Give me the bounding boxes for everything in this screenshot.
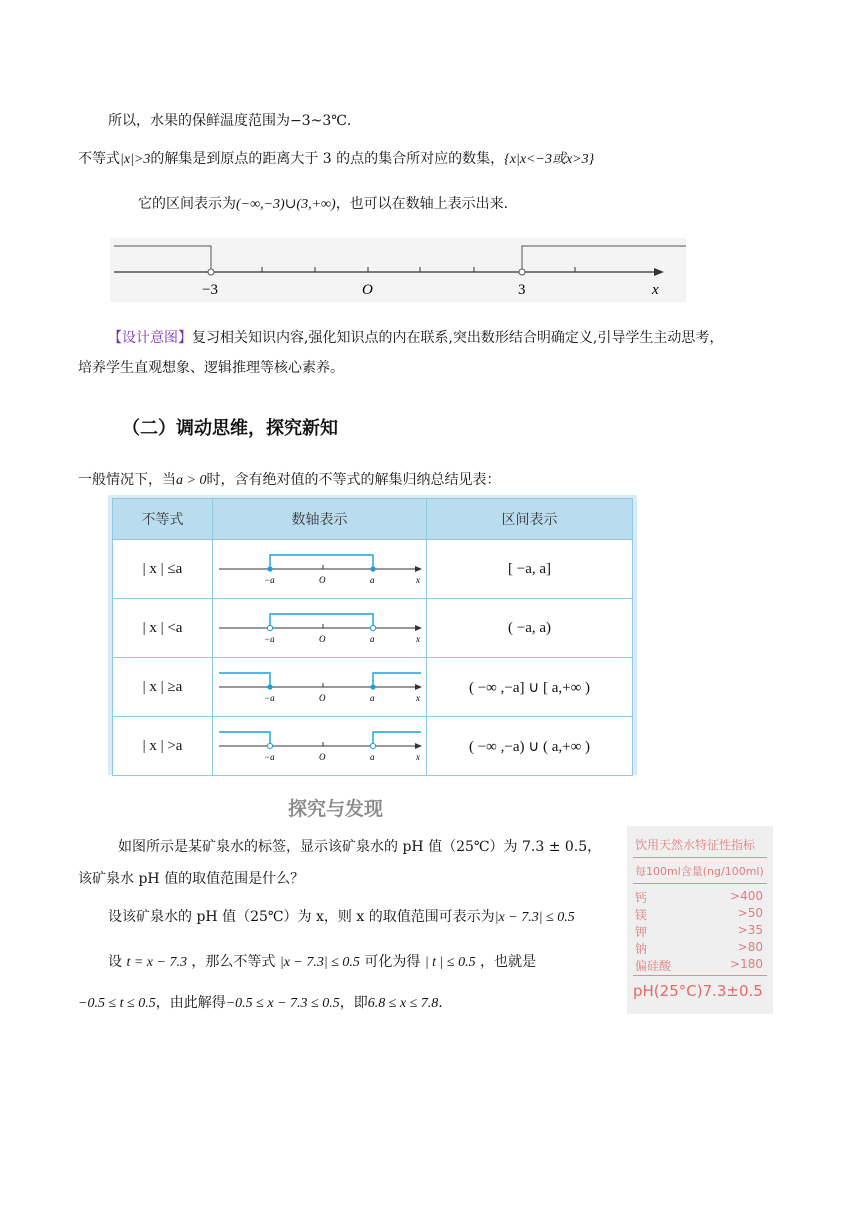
table-row (113, 717, 633, 776)
label-item: 镁 >50 (635, 906, 763, 922)
interval-notation: (−∞,−3)∪(3,+∞) (236, 197, 336, 212)
row-interval: ( −∞ ,−a] ∪ [ a,+∞ ) (427, 658, 633, 717)
tick-label-neg3: −3 (202, 282, 218, 298)
explore-title: 探究与发现 (288, 798, 384, 820)
inequality: | t | ≤ 0.5 (424, 955, 476, 970)
svg-text:x: x (415, 751, 420, 762)
explore-step-1 (108, 906, 575, 926)
inequality: |x|>3 (120, 152, 151, 167)
text: 可化为得 (364, 954, 421, 970)
mini-number-line (215, 606, 425, 646)
explore-step-3 (78, 992, 443, 1012)
design-intent-text: 复习相关知识内容,强化知识点的内在联系,突出数形结合明确定义,引导学生主动思考， (192, 330, 724, 346)
inequality: |x − 7.3| ≤ 0.5 (494, 910, 575, 925)
summary-table-figure (108, 495, 637, 775)
label-items (635, 889, 763, 974)
svg-text:O: O (318, 692, 325, 703)
paragraph-conclusion (108, 110, 351, 130)
label-divider (633, 975, 767, 976)
label-ph: pH(25°C)7.3±0.5 (633, 982, 763, 1000)
label-divider (633, 857, 767, 858)
summary-table (112, 498, 633, 776)
text: 不等式 (78, 151, 120, 167)
text: 一般情况下，当 (78, 472, 176, 488)
text: 时，含有绝对值的不等式的解集归纳总结见表： (206, 472, 501, 488)
row-number-line (213, 599, 427, 658)
svg-text:O: O (318, 633, 325, 644)
result: 6.8 ≤ x ≤ 7.8 (367, 996, 439, 1011)
text: 设 (108, 954, 122, 970)
explore-question-2: 该矿泉水 pH 值的取值范围是什么？ (78, 871, 305, 887)
text: ，即 (339, 995, 368, 1011)
label-divider (633, 883, 767, 884)
label-item: 钙 >400 (635, 889, 763, 905)
design-intent (108, 323, 788, 353)
text: 它的区间表示为 (138, 196, 236, 212)
explore-question-1: 如图所示是某矿泉水的标签，显示该矿泉水的 pH 值（25℃）为 7.3 ± 0.5， (118, 839, 602, 855)
text: 设该矿泉水的 pH 值（25℃）为 x，则 x 的取值范围可表示为 (108, 909, 495, 925)
explore-step-2 (108, 951, 536, 971)
svg-text:a: a (369, 633, 374, 644)
svg-text:a: a (369, 574, 374, 585)
row-inequality: | x | <a (113, 599, 213, 658)
tick-label-3: 3 (518, 282, 526, 298)
condition: a > 0 (176, 473, 207, 488)
svg-text:x: x (415, 633, 420, 644)
row-number-line (213, 717, 427, 776)
svg-text:−a: −a (263, 692, 275, 703)
open-point-neg3 (208, 269, 214, 275)
header-interval: 区间表示 (427, 499, 633, 540)
row-interval: ( −a, a) (427, 599, 633, 658)
mini-number-line (215, 547, 425, 587)
row-number-line (213, 540, 427, 599)
table-header-row (113, 499, 633, 540)
text: 的解集是到原点的距离大于 3 的点的集合所对应的数集， (150, 151, 505, 167)
number-line-figure (110, 238, 686, 302)
mini-number-line (215, 665, 425, 705)
section-heading: （二）调动思维，探究新知 (122, 418, 338, 439)
set-notation: {x|x<−3或x>3} (504, 152, 595, 167)
inequality: |x − 7.3| ≤ 0.5 (279, 955, 360, 970)
row-inequality: | x | ≤a (113, 540, 213, 599)
svg-text:−a: −a (263, 751, 275, 762)
design-intent-tag: 【设计意图】 (108, 330, 192, 346)
table-row (113, 540, 633, 599)
svg-text:a: a (369, 692, 374, 703)
svg-text:−a: −a (263, 574, 275, 585)
figure-background (110, 238, 686, 302)
substitution: t = x − 7.3 (126, 955, 187, 970)
open-point-3 (519, 269, 525, 275)
table-row (113, 658, 633, 717)
label-item: 钠 >80 (635, 940, 763, 956)
text: . (438, 995, 443, 1011)
water-label-image (627, 826, 773, 1014)
svg-text:−a: −a (263, 633, 275, 644)
mini-number-line (215, 724, 425, 764)
svg-text:x: x (415, 692, 420, 703)
svg-text:O: O (318, 574, 325, 585)
row-interval: ( −∞ ,−a) ∪ ( a,+∞ ) (427, 717, 633, 776)
label-item: 钾 >35 (635, 923, 763, 939)
label-title: 饮用天然水特征性指标 (635, 838, 756, 852)
text: ，也就是 (480, 954, 537, 970)
svg-text:a: a (369, 751, 374, 762)
text: ，也可以在数轴上表示出来. (335, 196, 509, 212)
table-row (113, 599, 633, 658)
row-interval: [ −a, a] (427, 540, 633, 599)
paragraph-interval (138, 193, 508, 213)
tick-label-origin: O (362, 282, 373, 298)
paragraph-solution-set (78, 148, 594, 168)
inequality: −0.5 ≤ x − 7.3 ≤ 0.5 (225, 996, 340, 1011)
text: ，由此解得 (155, 995, 226, 1011)
label-item: 偏硅酸 >180 (635, 957, 763, 973)
row-inequality: | x | ≥a (113, 658, 213, 717)
conclusion-text: 所以，水果的保鲜温度范围为−3~3℃. (108, 113, 352, 129)
svg-text:x: x (415, 574, 420, 585)
row-number-line (213, 658, 427, 717)
svg-text:O: O (318, 751, 325, 762)
design-intent-cont (78, 353, 344, 383)
header-inequality: 不等式 (113, 499, 213, 540)
header-number-line: 数轴表示 (213, 499, 427, 540)
label-subtitle: 每100ml含量(ng/100ml) (635, 865, 764, 878)
text: ，那么不等式 (191, 954, 276, 970)
design-intent-text-2: 培养学生直观想象、逻辑推理等核心素养。 (78, 360, 344, 376)
tick-label-x: x (652, 282, 659, 298)
row-inequality: | x | >a (113, 717, 213, 776)
paragraph-intro (78, 469, 500, 489)
inequality: −0.5 ≤ t ≤ 0.5 (78, 996, 156, 1011)
